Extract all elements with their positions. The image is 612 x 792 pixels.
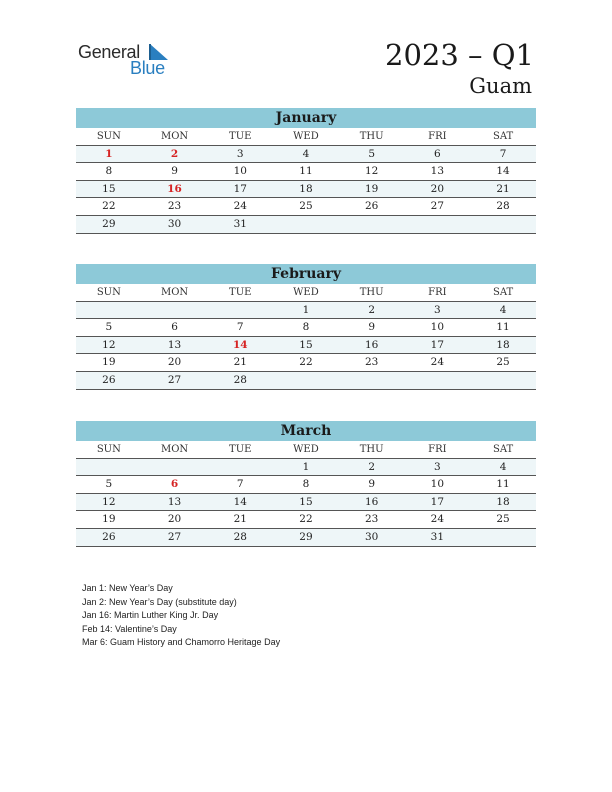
date-cell: 18 bbox=[299, 182, 313, 195]
week-row bbox=[76, 511, 536, 529]
weekday-label: WED bbox=[293, 444, 319, 455]
weekday-label: THU bbox=[359, 131, 384, 142]
date-cell: 13 bbox=[167, 338, 182, 351]
month-header: March bbox=[76, 421, 536, 441]
week-row bbox=[76, 459, 536, 477]
date-cell: 12 bbox=[364, 165, 379, 178]
date-cell: 20 bbox=[167, 356, 182, 369]
week-row bbox=[76, 354, 536, 372]
date-cell: 21 bbox=[233, 356, 247, 369]
date-cell: 9 bbox=[368, 321, 375, 334]
date-cell: 29 bbox=[102, 217, 116, 230]
date-cell: 21 bbox=[233, 513, 247, 526]
date-cell: 23 bbox=[167, 200, 182, 213]
holiday-note: Feb 14: Valentine’s Day bbox=[82, 623, 177, 634]
holiday-note: Mar 6: Guam History and Chamorro Heritage Day bbox=[82, 637, 281, 648]
holiday-date: 14 bbox=[232, 338, 248, 351]
holiday-date: 1 bbox=[105, 147, 113, 160]
date-cell: 2 bbox=[368, 303, 375, 316]
week-row bbox=[76, 319, 536, 337]
week-row bbox=[76, 198, 536, 216]
week-row bbox=[76, 494, 536, 512]
date-cell: 5 bbox=[368, 147, 375, 160]
date-cell: 19 bbox=[102, 513, 116, 526]
date-cell: 10 bbox=[430, 321, 445, 334]
week-row bbox=[76, 163, 536, 181]
date-cell: 23 bbox=[364, 356, 379, 369]
date-cell: 13 bbox=[430, 165, 445, 178]
date-cell bbox=[470, 372, 536, 389]
date-cell: 5 bbox=[105, 478, 113, 491]
date-cell: 11 bbox=[299, 165, 313, 178]
date-cell: 6 bbox=[434, 147, 441, 160]
date-cell: 4 bbox=[302, 147, 310, 160]
date-cell: 14 bbox=[233, 495, 247, 508]
week-row bbox=[76, 337, 536, 355]
weekday-label: SUN bbox=[96, 287, 121, 298]
date-cell: 10 bbox=[430, 478, 445, 491]
date-cell: 27 bbox=[167, 373, 182, 386]
date-cell: 7 bbox=[499, 147, 507, 160]
date-cell: 29 bbox=[299, 530, 313, 543]
weekday-label: TUE bbox=[229, 287, 252, 298]
weekday-label: THU bbox=[359, 444, 384, 455]
date-cell: 27 bbox=[430, 200, 445, 213]
date-cell bbox=[273, 372, 339, 389]
date-cell bbox=[76, 302, 142, 319]
weekday-label: TUE bbox=[229, 444, 252, 455]
weekday-label: MON bbox=[160, 131, 189, 142]
weekday-label: FRI bbox=[428, 287, 447, 298]
date-cell: 13 bbox=[167, 495, 182, 508]
date-cell: 28 bbox=[496, 200, 510, 213]
date-cell: 3 bbox=[434, 460, 441, 473]
date-cell bbox=[470, 216, 536, 233]
date-cell: 28 bbox=[233, 530, 247, 543]
weekday-label: SUN bbox=[96, 444, 121, 455]
date-cell: 20 bbox=[430, 182, 445, 195]
weekday-label: SAT bbox=[492, 444, 514, 455]
date-cell bbox=[207, 302, 273, 319]
week-row bbox=[76, 476, 536, 494]
weekday-header-row bbox=[76, 128, 536, 146]
date-cell: 8 bbox=[105, 165, 113, 178]
date-cell: 25 bbox=[299, 200, 313, 213]
date-cell: 12 bbox=[102, 495, 116, 508]
date-cell: 1 bbox=[302, 460, 310, 473]
date-cell: 7 bbox=[236, 478, 244, 491]
week-row bbox=[76, 372, 536, 390]
date-cell: 2 bbox=[368, 460, 375, 473]
holiday-date: 6 bbox=[170, 478, 179, 491]
date-cell bbox=[273, 216, 339, 233]
date-cell: 7 bbox=[236, 321, 244, 334]
date-cell: 30 bbox=[364, 530, 379, 543]
date-cell: 15 bbox=[299, 338, 313, 351]
date-cell: 26 bbox=[102, 373, 116, 386]
date-cell: 6 bbox=[171, 321, 178, 334]
month-january bbox=[76, 108, 536, 234]
week-row bbox=[76, 529, 536, 547]
date-cell: 25 bbox=[496, 356, 510, 369]
logo-text-general: General bbox=[78, 42, 140, 62]
week-row bbox=[76, 181, 536, 199]
holiday-date: 2 bbox=[170, 147, 179, 160]
date-cell: 22 bbox=[299, 356, 313, 369]
date-cell bbox=[142, 302, 208, 319]
date-cell: 16 bbox=[364, 338, 379, 351]
date-cell bbox=[207, 459, 273, 476]
weekday-label: FRI bbox=[428, 131, 447, 142]
date-cell: 10 bbox=[233, 165, 247, 178]
holiday-note: Jan 2: New Year’s Day (substitute day) bbox=[82, 596, 237, 607]
holiday-date: 16 bbox=[167, 182, 182, 195]
date-cell: 15 bbox=[299, 495, 313, 508]
date-cell: 28 bbox=[233, 373, 247, 386]
month-february bbox=[76, 264, 536, 390]
weekday-header-row bbox=[76, 284, 536, 302]
date-cell: 8 bbox=[302, 478, 310, 491]
region-name: Guam bbox=[469, 74, 532, 98]
date-cell: 19 bbox=[102, 356, 116, 369]
weekday-label: MON bbox=[160, 287, 189, 298]
date-cell: 3 bbox=[236, 147, 244, 160]
date-cell: 22 bbox=[299, 513, 313, 526]
weekday-label: SUN bbox=[96, 131, 121, 142]
date-cell: 3 bbox=[434, 303, 441, 316]
date-cell bbox=[405, 216, 471, 233]
date-cell bbox=[405, 372, 471, 389]
month-header: January bbox=[76, 108, 536, 128]
date-cell: 12 bbox=[102, 338, 116, 351]
date-cell bbox=[339, 372, 405, 389]
weekday-header-row bbox=[76, 441, 536, 459]
weekday-label: TUE bbox=[229, 131, 252, 142]
date-cell: 16 bbox=[364, 495, 379, 508]
date-cell: 9 bbox=[171, 165, 178, 178]
logo-text-blue: Blue bbox=[130, 58, 165, 78]
date-cell bbox=[339, 216, 405, 233]
date-cell bbox=[470, 529, 536, 546]
date-cell bbox=[76, 459, 142, 476]
weekday-label: FRI bbox=[428, 444, 447, 455]
date-cell: 20 bbox=[167, 513, 182, 526]
date-cell: 26 bbox=[364, 200, 379, 213]
date-cell: 23 bbox=[364, 513, 379, 526]
date-cell: 17 bbox=[430, 495, 445, 508]
date-cell: 4 bbox=[499, 460, 507, 473]
date-cell: 14 bbox=[496, 165, 510, 178]
date-cell: 27 bbox=[167, 530, 182, 543]
week-row bbox=[76, 302, 536, 320]
date-cell: 30 bbox=[167, 217, 182, 230]
weekday-label: WED bbox=[293, 131, 319, 142]
weekday-label: SAT bbox=[492, 287, 514, 298]
month-header: February bbox=[76, 264, 536, 284]
date-cell: 11 bbox=[496, 321, 510, 334]
date-cell: 8 bbox=[302, 321, 310, 334]
date-cell: 1 bbox=[302, 303, 310, 316]
date-cell: 19 bbox=[364, 182, 379, 195]
date-cell: 5 bbox=[105, 321, 113, 334]
generalblue-logo bbox=[78, 42, 188, 78]
date-cell: 31 bbox=[430, 530, 445, 543]
date-cell: 17 bbox=[430, 338, 445, 351]
holiday-note: Jan 16: Martin Luther King Jr. Day bbox=[82, 610, 219, 621]
holiday-notes bbox=[82, 582, 280, 650]
date-cell: 18 bbox=[496, 338, 510, 351]
date-cell: 25 bbox=[496, 513, 510, 526]
date-cell: 26 bbox=[102, 530, 116, 543]
holiday-note: Jan 1: New Year’s Day bbox=[82, 583, 173, 593]
date-cell: 31 bbox=[233, 217, 247, 230]
weekday-label: SAT bbox=[492, 131, 514, 142]
month-march bbox=[76, 421, 536, 547]
date-cell: 4 bbox=[499, 303, 507, 316]
date-cell: 22 bbox=[102, 200, 116, 213]
date-cell bbox=[142, 459, 208, 476]
date-cell: 15 bbox=[102, 182, 116, 195]
date-cell: 24 bbox=[233, 200, 247, 213]
date-cell: 21 bbox=[496, 182, 510, 195]
page-title: 2023 – Q1 bbox=[385, 38, 534, 72]
weekday-label: WED bbox=[293, 287, 319, 298]
date-cell: 18 bbox=[496, 495, 510, 508]
date-cell: 9 bbox=[368, 478, 375, 491]
weekday-label: MON bbox=[160, 444, 189, 455]
week-row bbox=[76, 216, 536, 234]
date-cell: 11 bbox=[496, 478, 510, 491]
date-cell: 24 bbox=[430, 356, 445, 369]
week-row bbox=[76, 146, 536, 164]
weekday-label: THU bbox=[359, 287, 384, 298]
date-cell: 17 bbox=[233, 182, 247, 195]
date-cell: 24 bbox=[430, 513, 445, 526]
